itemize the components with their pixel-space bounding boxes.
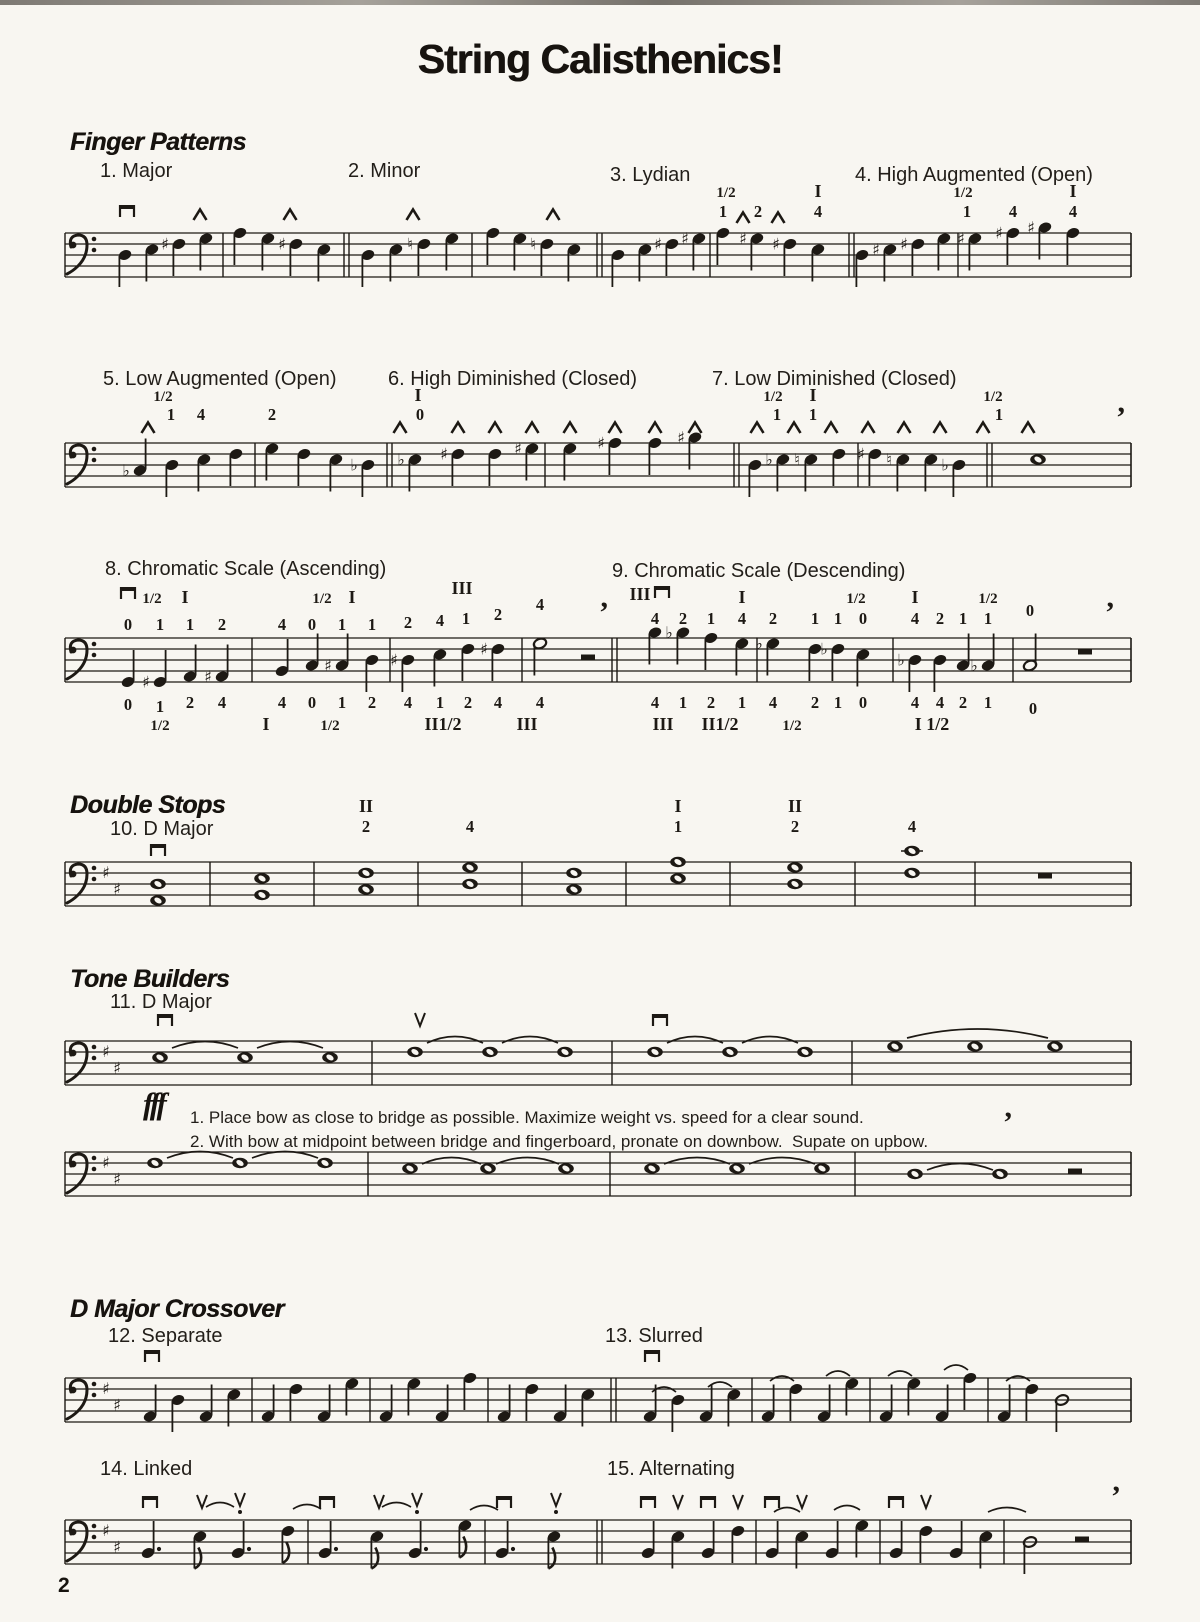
svg-text:♯: ♯ xyxy=(739,229,747,248)
svg-text:2: 2 xyxy=(217,615,227,634)
section-heading-d-major-crossover: D Major Crossover xyxy=(70,1295,284,1323)
svg-text:♮: ♮ xyxy=(794,450,800,469)
section-heading-tone-builders: Tone Builders xyxy=(70,965,230,993)
svg-text:♯: ♯ xyxy=(857,444,865,464)
svg-text:1: 1 xyxy=(706,609,716,628)
svg-text:1: 1 xyxy=(185,615,195,634)
svg-text:♯: ♯ xyxy=(102,863,110,882)
svg-text:III: III xyxy=(516,714,538,734)
svg-text:4: 4 xyxy=(277,693,287,712)
svg-text:4: 4 xyxy=(813,202,823,221)
svg-text:2: 2 xyxy=(790,817,800,836)
svg-text:♯: ♯ xyxy=(324,656,332,675)
svg-text:♯: ♯ xyxy=(204,667,212,686)
svg-text:♭: ♭ xyxy=(970,656,978,675)
svg-text:♭: ♭ xyxy=(397,450,405,469)
svg-text:4: 4 xyxy=(277,615,287,634)
svg-text:♯: ♯ xyxy=(390,650,398,670)
svg-text:I: I xyxy=(1069,181,1077,201)
svg-text:♯: ♯ xyxy=(113,1058,121,1078)
svg-text:♭: ♭ xyxy=(765,450,773,469)
svg-text:0: 0 xyxy=(1025,601,1035,620)
svg-text:♯: ♯ xyxy=(681,229,689,248)
svg-text:♯: ♯ xyxy=(480,639,488,659)
svg-text:♯: ♯ xyxy=(102,1153,110,1172)
svg-text:♭: ♭ xyxy=(820,639,828,659)
svg-text:♭: ♭ xyxy=(665,623,673,642)
svg-text:1/2: 1/2 xyxy=(763,389,783,405)
svg-text:♯: ♯ xyxy=(102,1042,110,1061)
svg-text:4: 4 xyxy=(535,595,545,614)
svg-text:’: ’ xyxy=(1003,1106,1013,1139)
svg-text:1: 1 xyxy=(833,693,843,712)
exercise-label-11: 11. D Major xyxy=(110,991,212,1013)
svg-text:♯: ♯ xyxy=(102,1379,110,1398)
instruction-line-2: 2. With bow at midpoint between bridge and fingerboard, pronate on downbow. Supate on upbow. xyxy=(190,1132,929,1151)
staff-7-crossover-12-13 xyxy=(65,1350,1131,1432)
section-heading-double-stops: Double Stops xyxy=(70,791,226,819)
svg-text:1/2: 1/2 xyxy=(320,718,340,734)
svg-text:1: 1 xyxy=(678,693,688,712)
svg-text:I: I xyxy=(262,714,270,734)
svg-text:’: ’ xyxy=(599,596,609,629)
exercise-label-8: 8. Chromatic Scale (Ascending) xyxy=(105,558,387,580)
svg-text:I: I xyxy=(814,181,822,201)
svg-text:0: 0 xyxy=(123,615,133,634)
svg-text:0: 0 xyxy=(307,693,317,712)
svg-text:♯: ♯ xyxy=(142,672,150,692)
svg-text:♭: ♭ xyxy=(350,455,358,475)
svg-text:♯: ♯ xyxy=(677,428,685,447)
exercise-label-15: 15. Alternating xyxy=(607,1458,735,1480)
svg-text:1: 1 xyxy=(983,609,993,628)
staff-8-crossover-14-15 xyxy=(65,1480,1131,1574)
exercise-label-2: 2. Minor xyxy=(348,160,421,182)
svg-text:4: 4 xyxy=(435,611,445,630)
svg-text:0: 0 xyxy=(858,609,868,628)
dynamic-fff: fff xyxy=(143,1086,164,1121)
svg-text:1: 1 xyxy=(718,202,728,221)
exercise-label-1: 1. Major xyxy=(100,160,173,182)
svg-text:III: III xyxy=(652,714,674,734)
svg-text:♭: ♭ xyxy=(897,650,905,670)
svg-text:4: 4 xyxy=(1068,202,1078,221)
svg-text:4: 4 xyxy=(910,609,920,628)
staff-3-chromatic-scales-8-9 xyxy=(65,578,1131,734)
instruction-line-1: 1. Place bow as close to bridge as possible. Maximize weight vs. speed for a clear sound. xyxy=(190,1108,864,1127)
staff-4-double-stops-10 xyxy=(65,796,1131,906)
svg-text:I: I xyxy=(738,587,746,607)
staff-5-tone-builders-11a xyxy=(65,1013,1131,1085)
svg-text:II: II xyxy=(358,796,374,816)
svg-text:1/2: 1/2 xyxy=(142,591,162,607)
exercise-label-4: 4. High Augmented (Open) xyxy=(855,164,1093,186)
exercise-label-9: 9. Chromatic Scale (Descending) xyxy=(612,560,906,582)
svg-text:♯: ♯ xyxy=(900,234,908,254)
svg-text:1: 1 xyxy=(337,615,347,634)
svg-text:II: II xyxy=(787,796,803,816)
svg-text:♯: ♯ xyxy=(514,439,522,458)
svg-text:I: I xyxy=(911,587,919,607)
svg-text:1: 1 xyxy=(962,202,972,221)
svg-text:♯: ♯ xyxy=(113,1395,121,1415)
svg-text:1/2: 1/2 xyxy=(782,718,802,734)
page-number: 2 xyxy=(58,1574,70,1597)
svg-text:1/2: 1/2 xyxy=(312,591,332,607)
svg-text:1: 1 xyxy=(155,697,165,716)
svg-text:2: 2 xyxy=(267,405,277,424)
staff-1-finger-patterns-1-4 xyxy=(65,181,1131,287)
svg-text:1/2: 1/2 xyxy=(153,389,173,405)
svg-text:2: 2 xyxy=(463,693,473,712)
svg-text:2: 2 xyxy=(810,693,820,712)
svg-text:2: 2 xyxy=(403,613,413,632)
svg-text:♭: ♭ xyxy=(941,455,949,475)
svg-text:1/2: 1/2 xyxy=(716,185,736,201)
svg-text:0: 0 xyxy=(307,615,317,634)
svg-text:2: 2 xyxy=(185,693,195,712)
svg-text:2: 2 xyxy=(958,693,968,712)
svg-text:♯: ♯ xyxy=(872,240,880,259)
svg-text:1: 1 xyxy=(166,405,176,424)
svg-text:4: 4 xyxy=(196,405,206,424)
svg-text:♮: ♮ xyxy=(886,450,892,469)
svg-text:0: 0 xyxy=(1028,699,1038,718)
svg-text:1: 1 xyxy=(994,405,1004,424)
svg-text:’: ’ xyxy=(1116,401,1126,434)
svg-text:1/2: 1/2 xyxy=(953,185,973,201)
svg-text:1: 1 xyxy=(155,615,165,634)
svg-text:2: 2 xyxy=(706,693,716,712)
svg-text:III: III xyxy=(629,584,651,604)
svg-text:4: 4 xyxy=(737,609,747,628)
svg-text:♯: ♯ xyxy=(161,234,169,254)
svg-text:4: 4 xyxy=(465,817,475,836)
svg-text:2: 2 xyxy=(678,609,688,628)
svg-text:1: 1 xyxy=(810,609,820,628)
svg-text:♯: ♯ xyxy=(113,1169,121,1189)
exercise-label-5: 5. Low Augmented (Open) xyxy=(103,368,337,390)
svg-text:I: I xyxy=(348,587,356,607)
svg-text:2: 2 xyxy=(935,609,945,628)
svg-text:0: 0 xyxy=(858,693,868,712)
svg-text:4: 4 xyxy=(535,693,545,712)
svg-text:2: 2 xyxy=(768,609,778,628)
svg-text:♯: ♯ xyxy=(772,234,780,254)
exercise-label-6: 6. High Diminished (Closed) xyxy=(388,368,637,390)
svg-text:1: 1 xyxy=(958,609,968,628)
svg-text:♯: ♯ xyxy=(597,433,605,453)
svg-text:II1/2: II1/2 xyxy=(701,714,739,734)
svg-text:♯: ♯ xyxy=(1027,218,1035,237)
staff-2-finger-patterns-5-7 xyxy=(65,385,1131,497)
svg-text:1: 1 xyxy=(833,609,843,628)
svg-text:4: 4 xyxy=(493,693,503,712)
svg-text:1/2: 1/2 xyxy=(978,591,998,607)
svg-text:4: 4 xyxy=(1008,202,1018,221)
svg-text:1: 1 xyxy=(367,615,377,634)
svg-text:4: 4 xyxy=(907,817,917,836)
svg-text:♯: ♯ xyxy=(113,879,121,899)
exercise-label-14: 14. Linked xyxy=(100,1458,193,1480)
svg-text:1: 1 xyxy=(772,405,782,424)
page-title: String Calisthenics! xyxy=(417,36,783,82)
svg-text:II1/2: II1/2 xyxy=(424,714,462,734)
svg-text:’: ’ xyxy=(1111,1480,1121,1513)
svg-text:4: 4 xyxy=(650,609,660,628)
svg-text:♯: ♯ xyxy=(102,1521,110,1540)
exercise-label-3: 3. Lydian xyxy=(610,164,691,186)
svg-text:0: 0 xyxy=(415,405,425,424)
svg-text:I: I xyxy=(181,587,189,607)
svg-text:4: 4 xyxy=(650,693,660,712)
exercise-label-10: 10. D Major xyxy=(110,818,214,840)
section-heading-finger-patterns: Finger Patterns xyxy=(70,128,246,156)
svg-text:♯: ♯ xyxy=(957,229,965,248)
svg-text:1: 1 xyxy=(337,693,347,712)
svg-text:III: III xyxy=(451,578,473,598)
svg-text:I: I xyxy=(674,796,682,816)
svg-text:I 1/2: I 1/2 xyxy=(914,714,950,734)
svg-text:1: 1 xyxy=(983,693,993,712)
svg-text:I: I xyxy=(414,385,422,405)
svg-text:♭: ♭ xyxy=(122,461,130,480)
svg-text:♯: ♯ xyxy=(278,234,286,254)
svg-text:1/2: 1/2 xyxy=(846,591,866,607)
staff-6-tone-builders-11b xyxy=(65,1106,1131,1196)
svg-text:1: 1 xyxy=(673,817,683,836)
svg-text:♮: ♮ xyxy=(530,234,536,254)
svg-text:2: 2 xyxy=(367,693,377,712)
svg-text:2: 2 xyxy=(753,202,763,221)
svg-text:1/2: 1/2 xyxy=(983,389,1003,405)
svg-text:4: 4 xyxy=(403,693,413,712)
svg-text:2: 2 xyxy=(361,817,371,836)
exercise-label-13: 13. Slurred xyxy=(605,1325,703,1347)
svg-text:1: 1 xyxy=(737,693,747,712)
svg-text:’: ’ xyxy=(1105,596,1115,629)
exercise-label-12: 12. Separate xyxy=(108,1325,223,1347)
svg-text:4: 4 xyxy=(768,693,778,712)
svg-text:1: 1 xyxy=(461,609,471,628)
svg-text:4: 4 xyxy=(217,693,227,712)
svg-text:♭: ♭ xyxy=(755,634,763,653)
svg-text:♯: ♯ xyxy=(995,223,1003,243)
svg-text:1: 1 xyxy=(808,405,818,424)
svg-text:4: 4 xyxy=(935,693,945,712)
svg-text:♮: ♮ xyxy=(407,234,413,254)
exercise-label-7: 7. Low Diminished (Closed) xyxy=(712,368,957,390)
svg-text:1/2: 1/2 xyxy=(150,718,170,734)
svg-text:♯: ♯ xyxy=(113,1537,121,1557)
svg-text:0: 0 xyxy=(123,695,133,714)
svg-text:2: 2 xyxy=(493,605,503,624)
svg-text:I: I xyxy=(809,385,817,405)
svg-text:♯: ♯ xyxy=(440,444,448,464)
svg-text:4: 4 xyxy=(910,693,920,712)
svg-text:1: 1 xyxy=(435,693,445,712)
svg-text:♯: ♯ xyxy=(654,234,662,254)
